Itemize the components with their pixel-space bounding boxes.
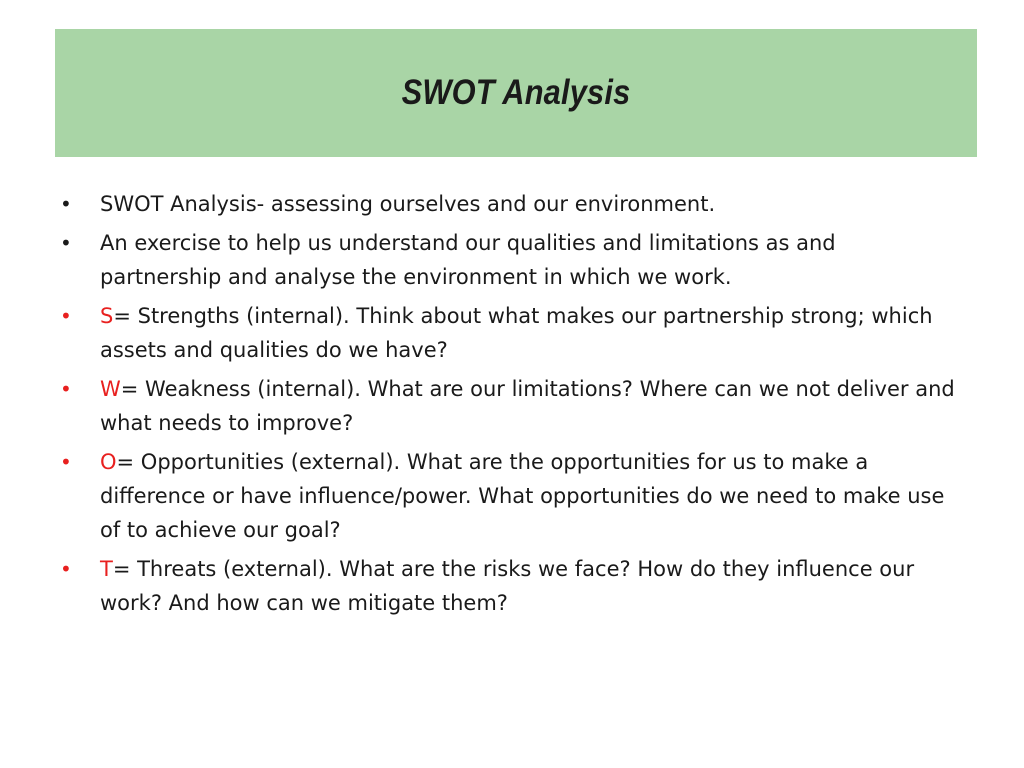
bullet-lead-letter: T	[100, 557, 113, 581]
bullet-lead-letter: S	[100, 304, 114, 328]
bullet-dot-icon: •	[60, 231, 72, 255]
bullet-dot-icon: •	[60, 450, 72, 474]
title-bar	[55, 29, 977, 157]
bullet-text: = Weakness (internal). What are our limitations? Where can we not deliver and what needs to improve?	[100, 377, 955, 435]
bullet-text: An exercise to help us understand our qualities and limitations as and partnership and analyse the environment in which we work.	[100, 231, 836, 289]
bullet-item-overview	[60, 187, 960, 221]
bullet-dot-icon: •	[60, 192, 72, 216]
bullet-dot-icon: •	[60, 304, 72, 328]
bullet-item-weakness	[60, 372, 960, 440]
bullet-dot-icon: •	[60, 377, 72, 401]
bullet-lead-letter: O	[100, 450, 117, 474]
bullet-lead-letter: W	[100, 377, 121, 401]
bullet-item-strengths	[60, 299, 960, 367]
bullet-list	[60, 187, 960, 625]
bullet-text: = Threats (external). What are the risks we face? How do they influence our work? And how can we mitigate them?	[100, 557, 915, 615]
bullet-text: = Strengths (internal). Think about what makes our partnership strong; which assets and qualities do we have?	[100, 304, 933, 362]
bullet-item-opportunities	[60, 445, 960, 547]
bullet-item-threats	[60, 552, 960, 620]
slide-title: SWOT Analysis	[401, 73, 631, 112]
bullet-item-exercise	[60, 226, 960, 294]
bullet-dot-icon: •	[60, 557, 72, 581]
bullet-text: = Opportunities (external). What are the opportunities for us to make a difference or have influence/power. What opportunities do we need to make use of to achieve our goal?	[100, 450, 945, 542]
bullet-text: SWOT Analysis- assessing ourselves and our environment.	[100, 192, 716, 216]
